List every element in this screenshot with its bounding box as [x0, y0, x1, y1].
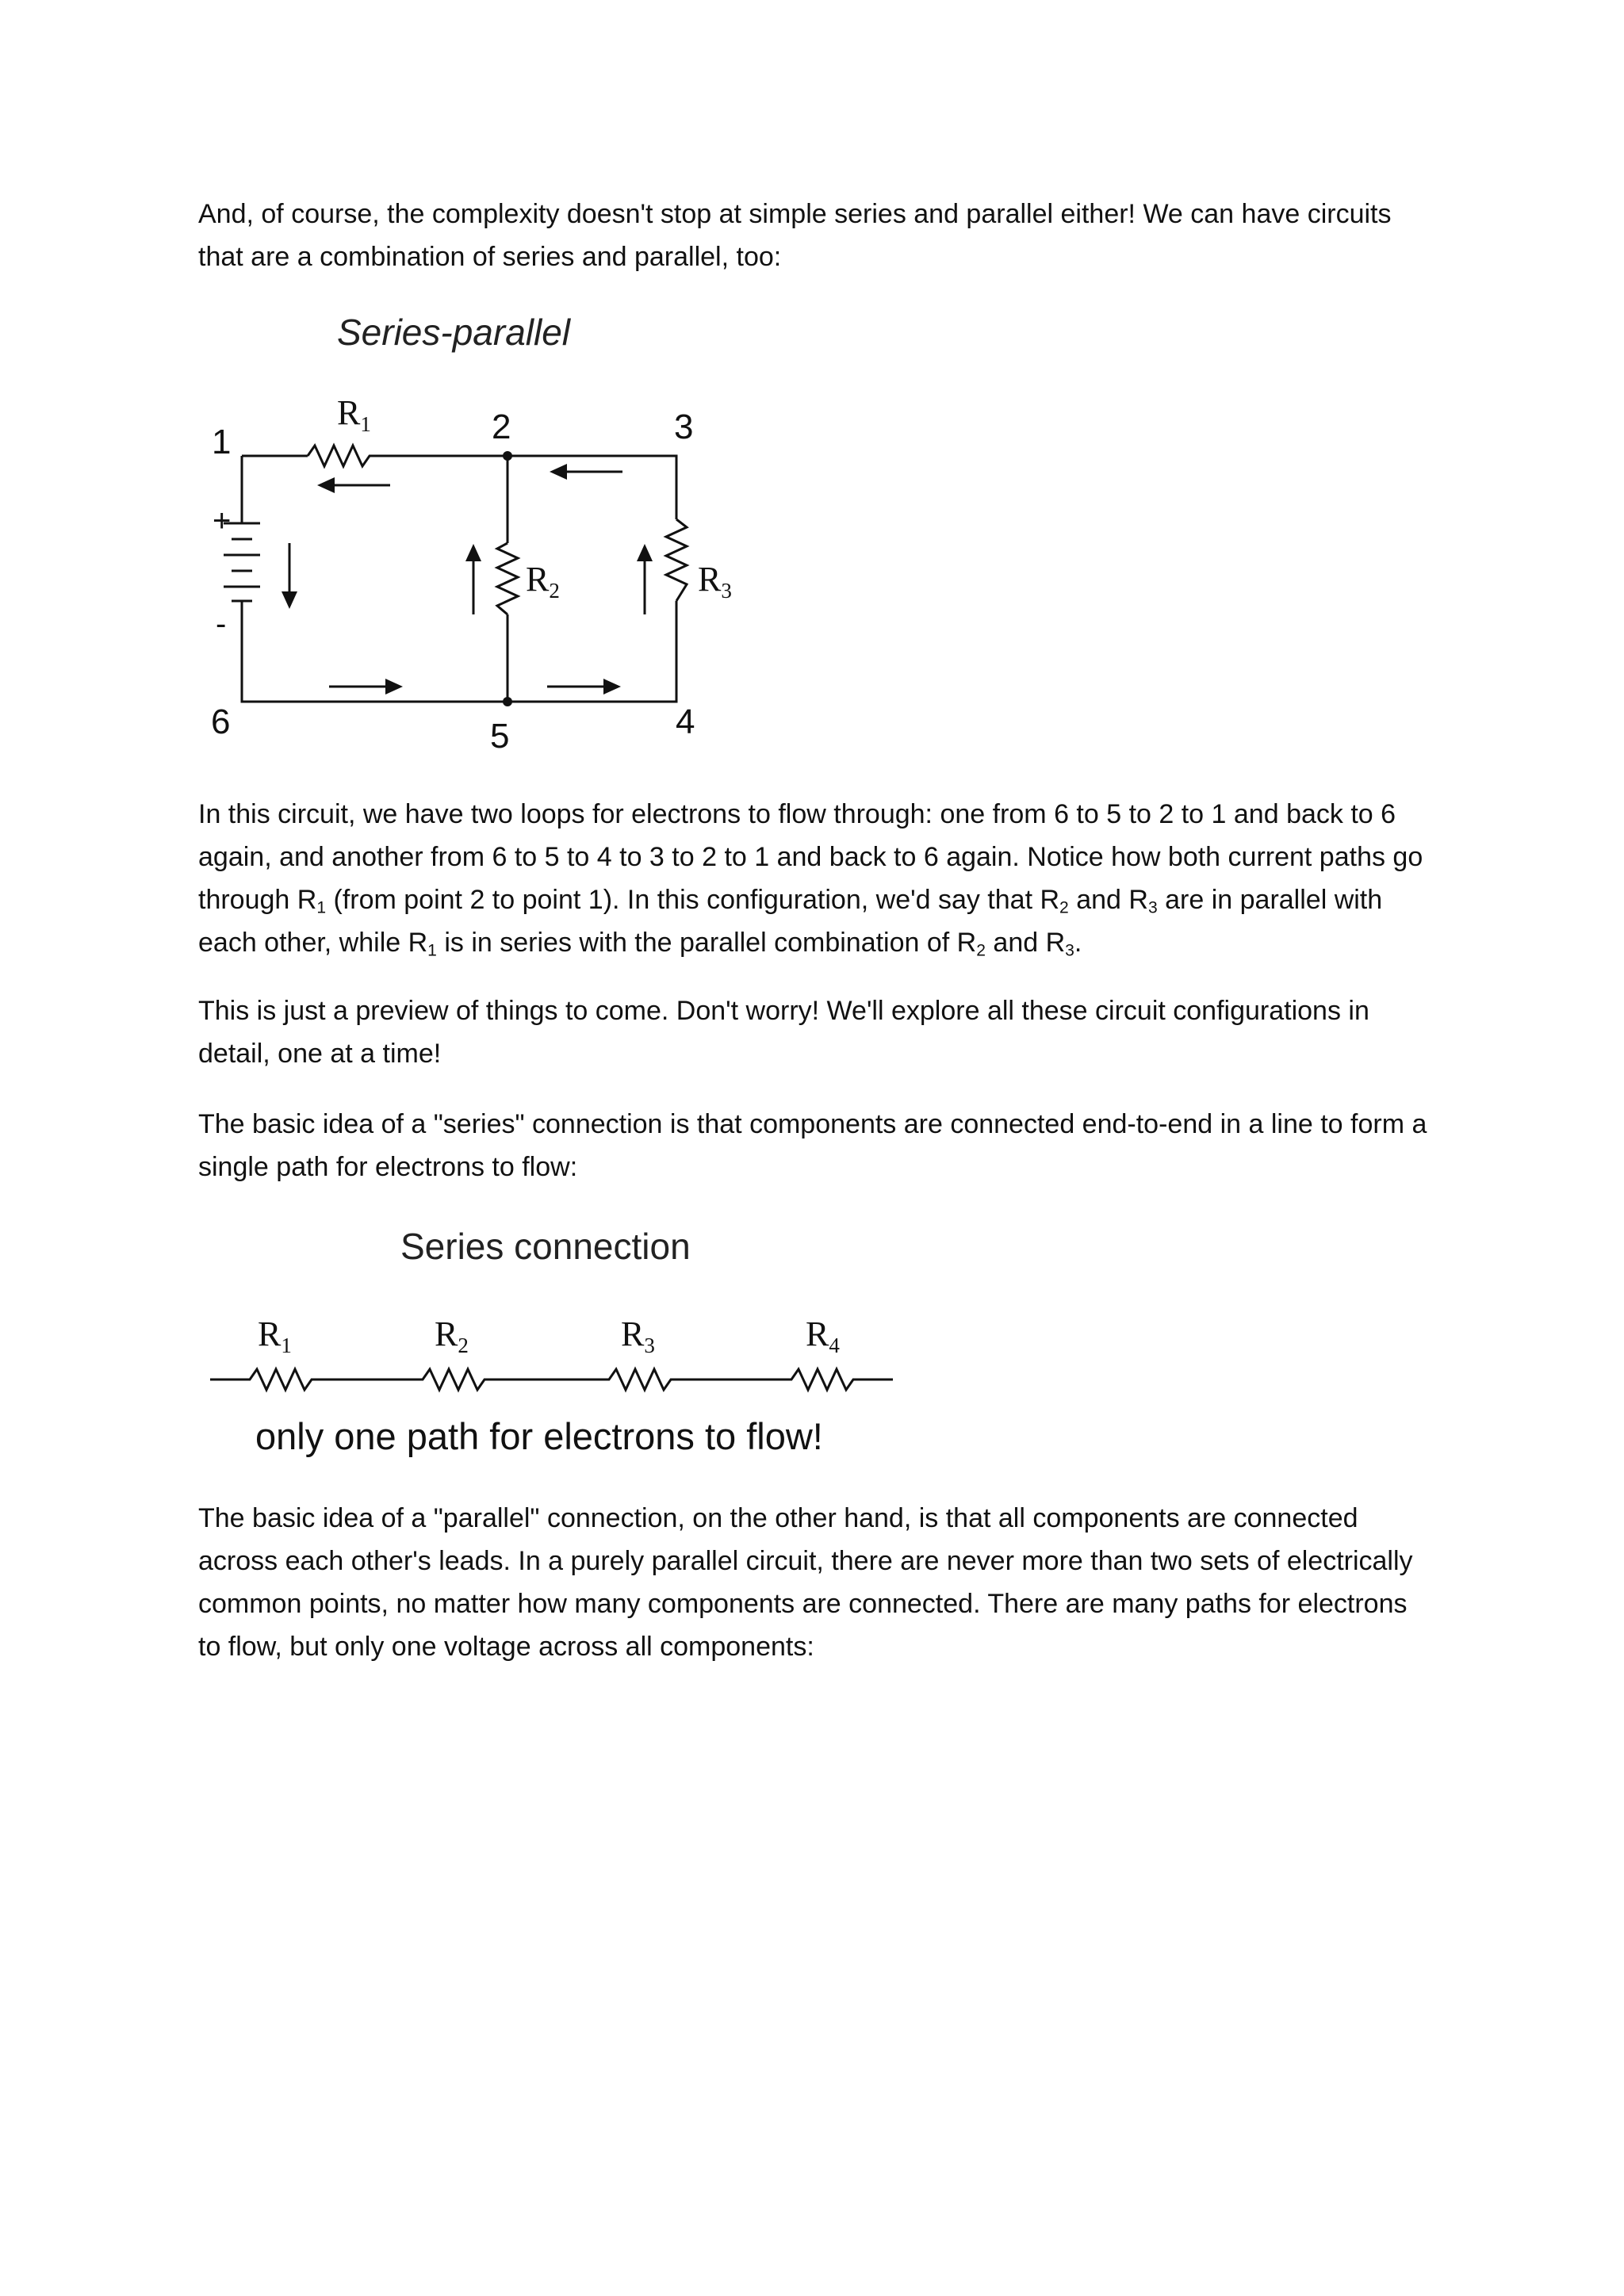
series-r2-label: $R_2$: [435, 1314, 469, 1357]
junction-node-5: [503, 697, 512, 706]
r3-resistor: [666, 519, 687, 601]
series-connection-diagram: [210, 1226, 893, 1457]
series-r4-label: $R_4$: [806, 1314, 840, 1357]
node-label-1: 1: [212, 423, 232, 461]
r1-resistor: [308, 446, 414, 466]
r2-label: $R_2$: [526, 560, 560, 603]
node-label-6: 6: [211, 702, 231, 741]
arrow-left-icon: [317, 477, 335, 493]
outer-loop-wire: [242, 456, 676, 702]
preview-paragraph: This is just a preview of things to come. Don't worry! We'll explore all these circuit configurations in detail, one at a time!: [198, 996, 1369, 1069]
loops-paragraph: In this circuit, we have two loops for electrons to flow through: one from 6 to 5 to 2 to 1 and back to 6 again, and another from 6 to 5 to 4 to 3 to 2 to 1 and back to 6 again. Notice how both current paths go through $R_1$ (from point 2 to point 1). In this configuration, we'd say that $R_2$ and $R_3$ are in parallel with each other, while $R_1$ is in series with the parallel combination of $R_2$ and $R_3$.: [198, 799, 1423, 960]
arrow-right-icon: [385, 679, 403, 695]
arrow-left-icon: [550, 464, 567, 480]
series-r1-label: $R_1$: [258, 1314, 292, 1357]
r3-label: $R_3$: [698, 560, 732, 603]
series-paragraph: The basic idea of a "series" connection is that components are connected end-to-end in a line to form a single path for electrons to flow:: [198, 1109, 1427, 1182]
series-r3-label: $R_3$: [621, 1314, 655, 1357]
arrow-up-icon: [637, 544, 653, 561]
battery-plus-label: +: [213, 503, 232, 538]
series-parallel-wires: [242, 456, 676, 702]
parallel-paragraph: The basic idea of a "parallel" connection, on the other hand, is that all components are connected across each other's leads. In a purely parallel circuit, there are never more than two sets of electrically common points, no matter how many components are connected. There are many paths for electrons to flow, but only one voltage across all components:: [198, 1503, 1413, 1662]
node-label-4: 4: [676, 702, 695, 741]
series-caption: only one path for electrons to flow!: [255, 1415, 823, 1457]
flow-arrows: [282, 464, 653, 695]
arrow-up-icon: [465, 544, 481, 561]
r2-resistor: [497, 543, 518, 614]
r1-label: $R_1$: [337, 393, 371, 436]
junction-node-2: [503, 451, 512, 461]
series-resistor-chain: [210, 1369, 893, 1390]
node-label-2: 2: [492, 408, 511, 446]
series-parallel-title: Series-parallel: [337, 312, 571, 353]
series-parallel-diagram: [211, 312, 732, 756]
arrow-right-icon: [603, 679, 621, 695]
arrow-down-icon: [282, 591, 297, 609]
series-connection-title: Series connection: [400, 1226, 691, 1267]
intro-paragraph: And, of course, the complexity doesn't stop at simple series and parallel either! We can have circuits that are a combination of series and parallel, too:: [198, 199, 1392, 272]
node-label-5: 5: [490, 717, 510, 756]
battery-minus-label: -: [216, 607, 227, 641]
node-label-3: 3: [674, 408, 694, 446]
